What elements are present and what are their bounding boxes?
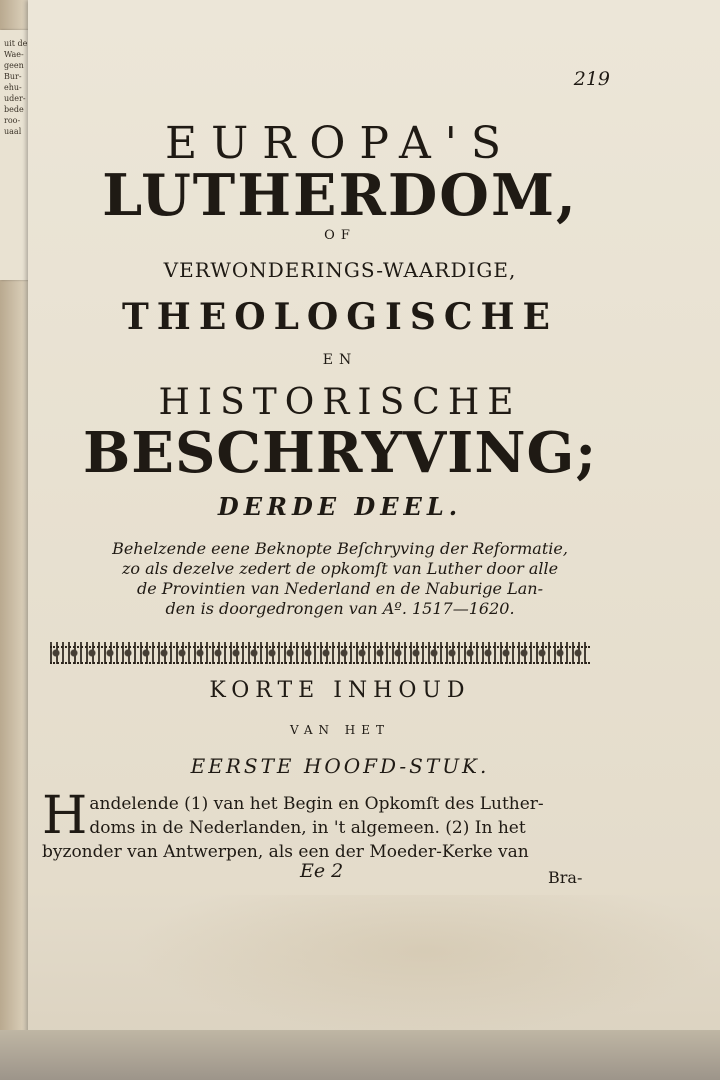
prev-page-fragment: ehu-	[4, 83, 22, 92]
summary-line: de Provintien van Nederland en de Naburige Lan-	[137, 579, 543, 598]
heading-eerste-hoofdstuk: EERSTE HOOFD-STUK.	[190, 754, 490, 778]
heading-van-het: VAN HET	[289, 723, 391, 737]
title-line-beschryving: BESCHRYVING;	[82, 420, 598, 486]
title-line-en: EN	[322, 352, 358, 368]
summary-paragraph	[60, 539, 620, 619]
body-paragraph	[42, 786, 587, 864]
title-line-lutherdom: LUTHERDOM,	[102, 162, 578, 229]
prev-page-fragment: uit de	[4, 39, 28, 48]
body-line: byzonder van Antwerpen, als een der Moeder-Kerke van	[42, 842, 529, 862]
summary-line: zo als dezelve zedert de opkomſt van Luther door alle	[121, 559, 559, 578]
water-stain	[130, 895, 720, 1035]
title-line-derde-deel: DERDE DEEL.	[217, 492, 463, 521]
page-number: 219	[573, 68, 610, 90]
prev-page-fragment: uaal	[4, 127, 22, 136]
summary-line: Behelzende eene Beknopte Beſchryving der Reformatie,	[112, 539, 568, 558]
body-line: doms in de Nederlanden, in 't algemeen. (2) In het	[89, 818, 526, 838]
title-line-europas: EUROPA'S	[165, 118, 515, 169]
drop-cap: H	[42, 786, 88, 846]
body-line: andelende (1) van het Begin en Opkomſt des Luther-	[89, 794, 544, 814]
catchword: Bra-	[548, 868, 583, 887]
prev-page-fragment: roo-	[4, 116, 21, 125]
summary-line: den is doorgedrongen van Aº. 1517—1620.	[165, 599, 515, 618]
title-line-historische: HISTORISCHE	[158, 382, 522, 423]
prev-page-fragment: geen	[4, 61, 24, 70]
page-bottom-edge	[0, 1030, 720, 1080]
ornamental-border	[50, 642, 590, 664]
title-line-verwonderings: VERWONDERINGS-WAARDIGE,	[163, 258, 517, 282]
title-line-of: OF	[324, 228, 356, 243]
prev-page-fragment: bede	[4, 105, 24, 114]
heading-korte-inhoud: KORTE INHOUD	[209, 678, 471, 703]
prev-page-fragment: uder-	[4, 94, 26, 103]
signature-mark: Ee 2	[300, 860, 344, 882]
previous-page-edge	[0, 30, 30, 280]
prev-page-fragment: Wae-	[4, 50, 24, 59]
title-line-theologische: THEOLOGISCHE	[122, 296, 558, 338]
prev-page-fragment: Bur-	[4, 72, 22, 81]
